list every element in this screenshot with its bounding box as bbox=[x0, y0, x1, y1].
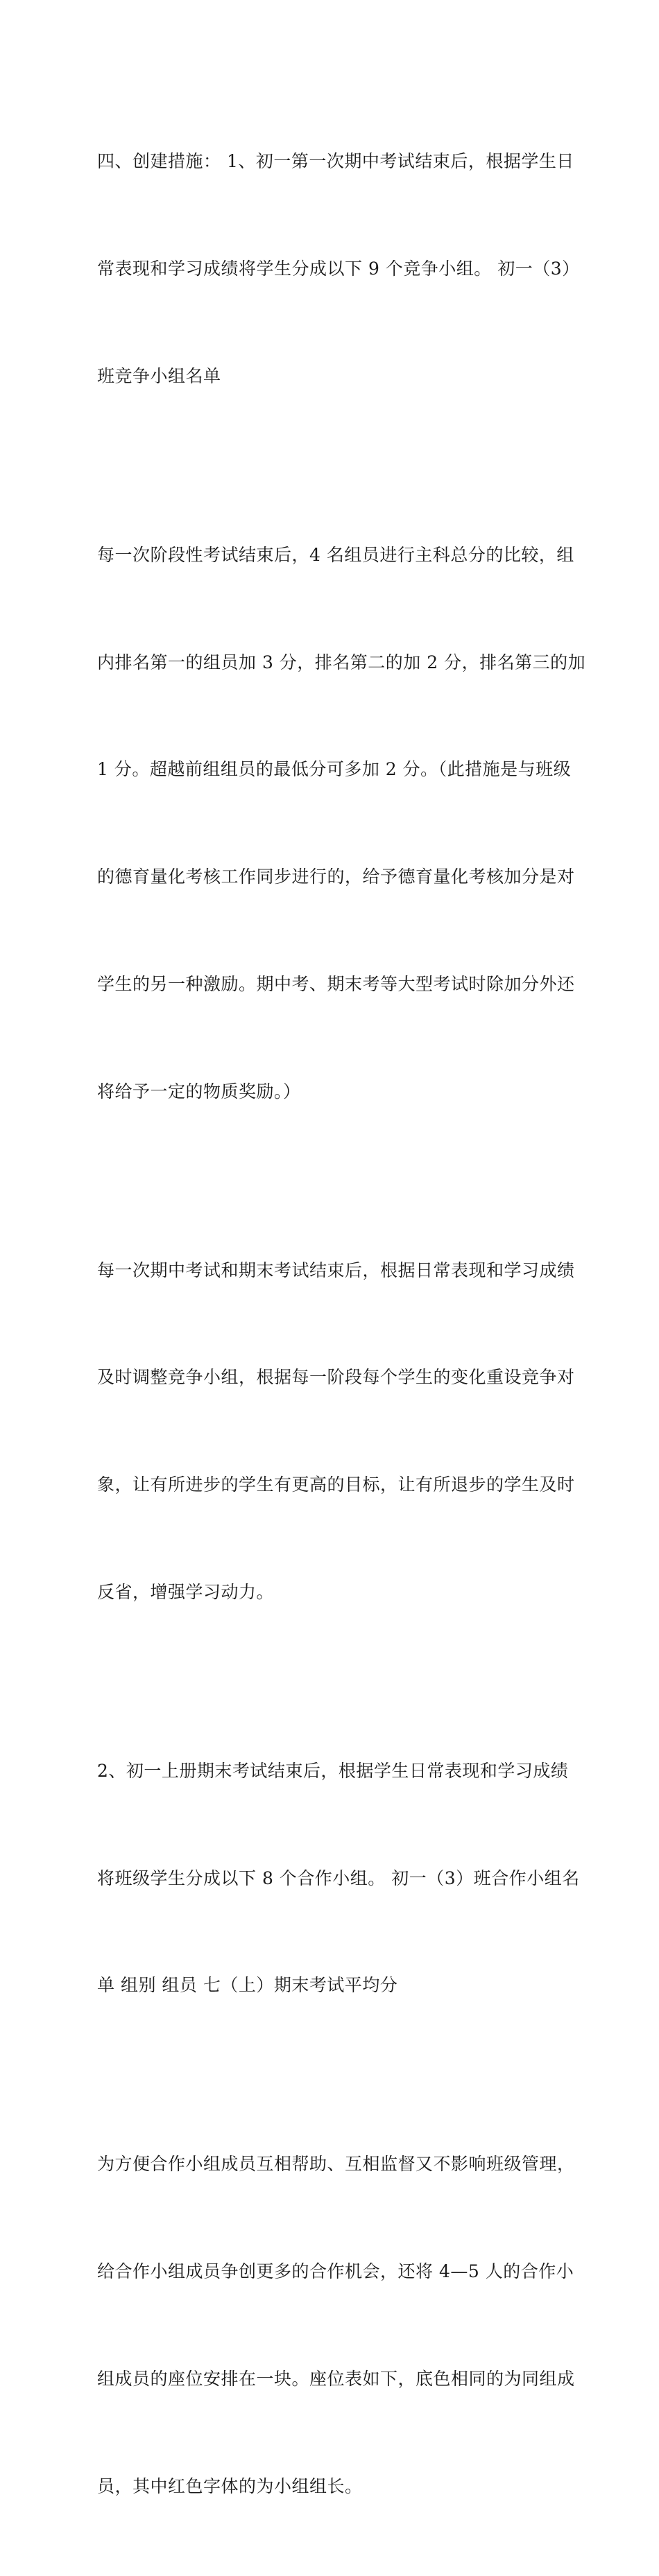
paragraph-group-adjustment bbox=[97, 1181, 575, 1681]
text-line: 的德育量化考核工作同步进行的，给予德育量化考核加分是对 bbox=[97, 867, 575, 887]
text-line: 为方便合作小组成员互相帮助、互相监督又不影响班级管理， bbox=[97, 2154, 575, 2175]
text-line: 及时调整竞争小组，根据每一阶段每个学生的变化重设竞争对 bbox=[97, 1367, 575, 1388]
text-line: 内排名第一的组员加 3 分，排名第二的加 2 分，排名第三的加 bbox=[97, 652, 586, 672]
paragraph-seating-arrangement bbox=[97, 2075, 575, 2575]
paragraph-measures-competition-groups bbox=[97, 72, 580, 466]
text-line: 每一次期中考试和期末考试结束后，根据日常表现和学习成绩 bbox=[97, 1260, 575, 1280]
text-line: 每一次阶段性考试结束后，4 名组员进行主科总分的比较，组 bbox=[97, 544, 574, 565]
text-line: 常表现和学习成绩将学生分成以下 9 个竞争小组。 初一（3） bbox=[97, 258, 580, 279]
text-line: 2、初一上册期末考试结束后，根据学生日常表现和学习成绩 bbox=[97, 1760, 569, 1781]
paragraph-cooperation-groups bbox=[97, 1682, 580, 2075]
text-line: 1 分。超越前组组员的最低分可多加 2 分。（此措施是与班级 bbox=[97, 759, 572, 780]
text-line: 组成员的座位安排在一块。座位表如下，底色相同的为同组成 bbox=[97, 2369, 575, 2389]
text-line: 单 组别 组员 七（上）期末考试平均分 bbox=[97, 1975, 398, 1996]
text-line: 班竞争小组名单 bbox=[97, 365, 221, 386]
text-line: 将班级学生分成以下 8 个合作小组。 初一（3）班合作小组名 bbox=[97, 1868, 580, 1888]
text-line: 员，其中红色字体的为小组组长。 bbox=[97, 2475, 363, 2496]
text-line: 反省，增强学习动力。 bbox=[97, 1581, 275, 1602]
text-line: 象，让有所进步的学生有更高的目标，让有所退步的学生及时 bbox=[97, 1474, 575, 1495]
document-body bbox=[97, 72, 586, 2576]
text-line: 将给予一定的物质奖励。） bbox=[97, 1081, 301, 1102]
text-line: 四、创建措施： 1、初一第一次期中考试结束后，根据学生日 bbox=[97, 151, 574, 172]
text-line: 给合作小组成员争创更多的合作机会，还将 4—5 人的合作小 bbox=[97, 2261, 574, 2282]
paragraph-scoring-rules bbox=[97, 466, 586, 1181]
text-line: 学生的另一种激励。期中考、期末考等大型考试时除加分外还 bbox=[97, 973, 575, 994]
